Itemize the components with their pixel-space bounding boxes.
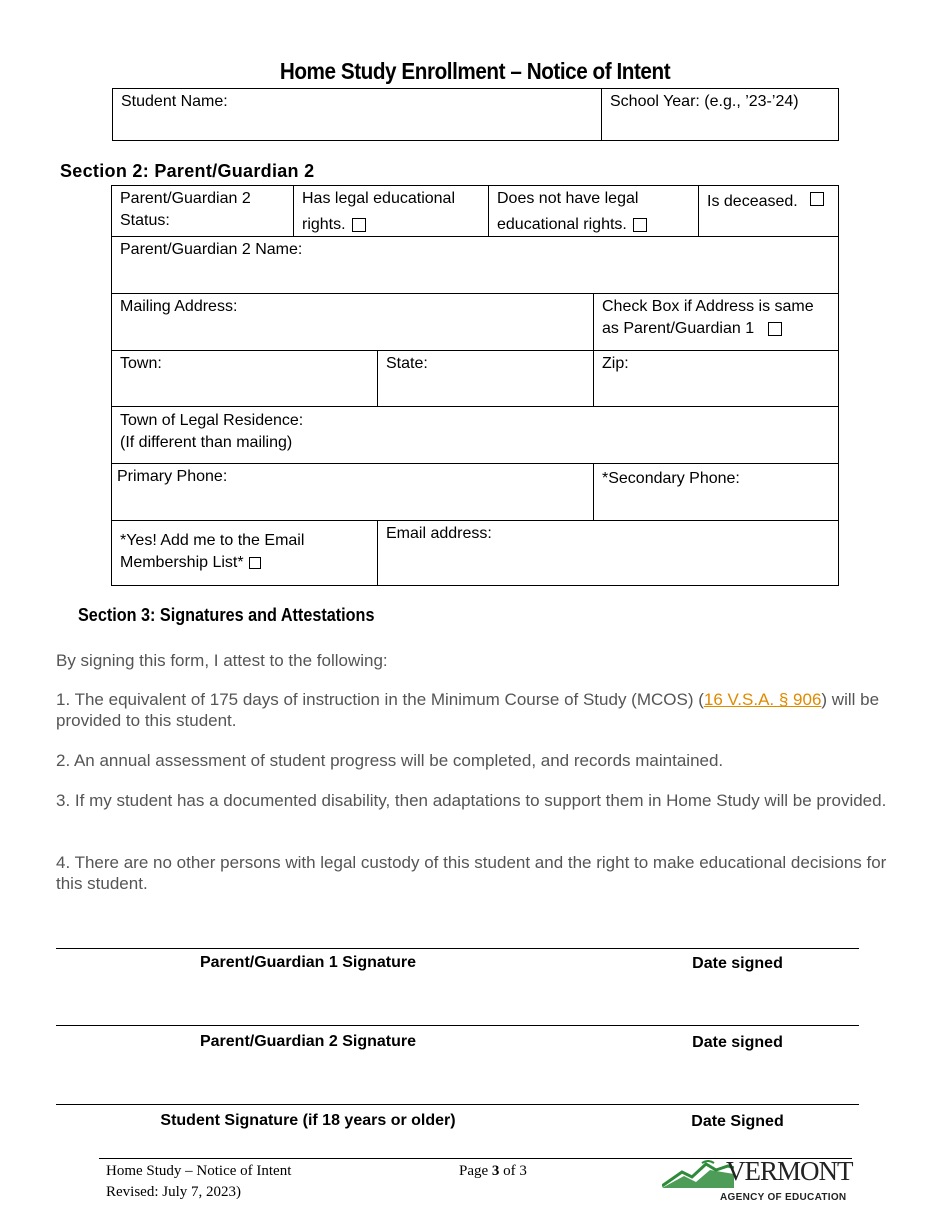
page-sep: of xyxy=(499,1163,520,1179)
signature-line-1[interactable] xyxy=(56,948,859,949)
same-address-line2: as Parent/Guardian 1 xyxy=(602,320,755,337)
attest-item-1-post: ) will be provided to this student. xyxy=(56,690,880,730)
signature-label-2: Parent/Guardian 2 Signature xyxy=(199,1033,417,1050)
logo-subtitle: AGENCY OF EDUCATION xyxy=(720,1192,847,1203)
has-rights-line2: rights. xyxy=(302,216,346,233)
attest-item-1-pre: 1. The equivalent of 175 days of instruction in the Minimum Course of Study (MCOS) ( xyxy=(56,690,704,709)
state-label: State: xyxy=(386,355,428,372)
signature-label-1: Parent/Guardian 1 Signature xyxy=(199,954,417,971)
page-prefix: Page xyxy=(459,1163,492,1179)
page-current: 3 xyxy=(491,1163,500,1179)
school-year-label: School Year: (e.g., ’23-’24) xyxy=(610,93,799,110)
vermont-aoe-logo xyxy=(662,1158,852,1206)
mailing-address-field[interactable] xyxy=(111,293,594,351)
same-address-checkbox[interactable] xyxy=(768,322,782,336)
secondary-phone-label: *Secondary Phone: xyxy=(602,470,740,487)
zip-label: Zip: xyxy=(602,355,629,372)
primary-phone-field[interactable] xyxy=(111,463,594,521)
legal-residence-line2: (If different than mailing) xyxy=(120,434,293,451)
student-name-label: Student Name: xyxy=(121,93,228,110)
date-label-1: Date signed xyxy=(692,955,783,972)
page-total: 3 xyxy=(519,1163,527,1179)
legal-residence-field[interactable] xyxy=(111,406,839,464)
primary-phone-label: Primary Phone: xyxy=(117,468,228,485)
no-rights-cell xyxy=(488,185,699,237)
footer-left xyxy=(106,1161,291,1203)
zip-field[interactable] xyxy=(593,350,839,407)
same-address-line1: Check Box if Address is same xyxy=(602,298,814,315)
attest-item-3: 3. If my student has a documented disability, then adaptations to support them in Home Study will be provided. xyxy=(56,791,887,810)
no-rights-checkbox[interactable] xyxy=(633,218,647,232)
date-label-3: Date Signed xyxy=(691,1113,784,1130)
signature-line-3[interactable] xyxy=(56,1104,859,1105)
email-address-field[interactable] xyxy=(377,520,839,586)
attest-item-1 xyxy=(56,689,896,731)
secondary-phone-field[interactable] xyxy=(593,463,839,521)
same-address-cell xyxy=(593,293,839,351)
mountain-icon xyxy=(662,1160,734,1190)
deceased-label: Is deceased. xyxy=(707,193,798,210)
attest-item-2: 2. An annual assessment of student progress will be completed, and records maintained. xyxy=(56,751,724,770)
town-label: Town: xyxy=(120,355,162,372)
status-label-cell xyxy=(111,185,294,237)
email-list-line2: Membership List* xyxy=(120,554,244,571)
statute-link[interactable]: 16 V.S.A. § 906 xyxy=(703,690,822,709)
attest-intro: By signing this form, I attest to the following: xyxy=(56,651,388,670)
footer-revised: Revised: July 7, 2023) xyxy=(106,1184,241,1200)
guardian2-name-label: Parent/Guardian 2 Name: xyxy=(120,241,303,258)
status-label-line2: Status: xyxy=(120,212,170,229)
email-address-label: Email address: xyxy=(386,525,492,542)
email-list-line1: *Yes! Add me to the Email xyxy=(120,532,305,549)
signature-line-2[interactable] xyxy=(56,1025,859,1026)
section-3-heading: Section 3: Signatures and Attestations xyxy=(78,605,375,625)
student-name-field[interactable] xyxy=(112,88,602,141)
guardian2-name-field[interactable] xyxy=(111,236,839,294)
has-rights-cell xyxy=(293,185,489,237)
page-number xyxy=(459,1161,527,1182)
attest-item-4: 4. There are no other persons with legal custody of this student and the right to make educational decisions for this student. xyxy=(56,853,887,893)
email-list-cell xyxy=(111,520,378,586)
school-year-field[interactable] xyxy=(601,88,839,141)
page-title: Home Study Enrollment – Notice of Intent xyxy=(279,58,671,84)
town-field[interactable] xyxy=(111,350,378,407)
mailing-address-label: Mailing Address: xyxy=(120,298,238,315)
has-rights-line1: Has legal educational xyxy=(302,190,455,207)
has-rights-checkbox[interactable] xyxy=(352,218,366,232)
deceased-checkbox[interactable] xyxy=(810,192,824,206)
footer-doc-title: Home Study – Notice of Intent xyxy=(106,1163,292,1179)
logo-word: VERMONT xyxy=(726,1156,853,1186)
email-list-checkbox[interactable] xyxy=(249,557,261,569)
deceased-cell xyxy=(698,185,839,237)
state-field[interactable] xyxy=(377,350,594,407)
signature-label-3: Student Signature (if 18 years or older) xyxy=(160,1112,456,1129)
section-2-heading: Section 2: Parent/Guardian 2 xyxy=(60,161,315,181)
legal-residence-line1: Town of Legal Residence: xyxy=(120,412,304,429)
status-label-line1: Parent/Guardian 2 xyxy=(120,190,251,207)
no-rights-line2: educational rights. xyxy=(497,216,627,233)
date-label-2: Date signed xyxy=(692,1034,783,1051)
no-rights-line1: Does not have legal xyxy=(497,190,639,207)
